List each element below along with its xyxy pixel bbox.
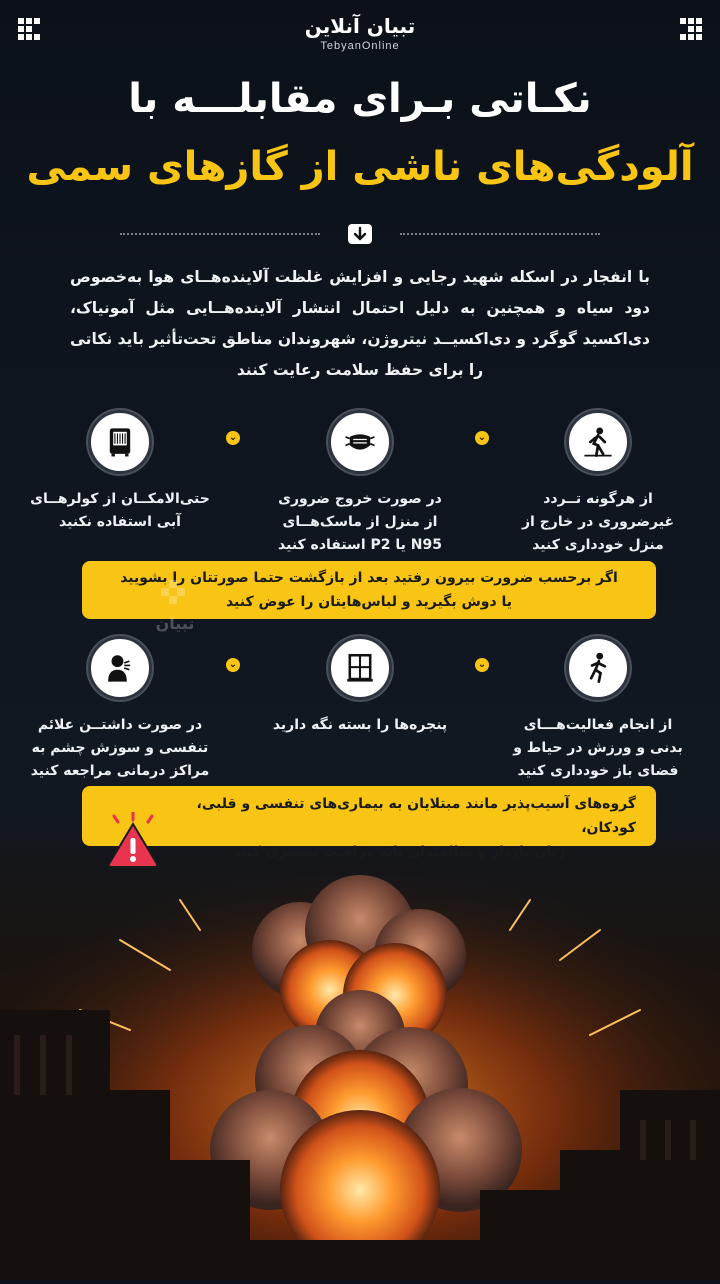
coughing-person-icon — [88, 636, 152, 700]
logo-persian-text: تبیان آنلاین — [304, 14, 416, 38]
tip-no-cooler — [30, 410, 210, 534]
intro-paragraph: با انفجار در اسکله شهید رجایی و افزایش غلظت آلاینده‌هــای هوا به‌خصوص دود سیاه و همچنین به دلیل احتمال انتشار آلاینده‌هــایی مثل آمونیاک، دی‌اکسید گوگرد و دی‌اکسیــد نیتروژن، شهروندان مناطق تحت‌تأثیر باید نکاتی را برای حفظ سلامت رعایت کنند — [70, 268, 650, 379]
tip-text: پنجره‌ها را بسته نگه دارید — [272, 717, 448, 733]
air-cooler-icon — [88, 410, 152, 474]
chevron-icon: ⌄ — [226, 658, 240, 672]
banner-line: یا دوش بگیرید و لباس‌هایتان را عوض کنید — [225, 594, 513, 610]
tip-avoid-exercise — [508, 636, 688, 783]
face-mask-icon — [328, 410, 392, 474]
running-person-icon — [566, 636, 630, 700]
tip-text: از هرگونه تــردد غیرضروری در خارج از منزل خودداری کنید — [521, 491, 675, 553]
tip-avoid-travel — [508, 410, 688, 557]
tip-use-mask — [270, 410, 450, 557]
chevron-icon: ⌄ — [475, 431, 489, 445]
tip-text: از انجام فعالیت‌هـــای بدنی و ورزش در حیاط و فضای باز خودداری کنید — [513, 717, 683, 779]
page-title-line2: آلودگی‌های ناشی از گازهای سمی — [26, 144, 694, 190]
info-banner-vulnerable — [82, 786, 656, 860]
brand-logo — [0, 14, 720, 52]
tip-text: در صورت داشتــن علائم تنفسی و سوزش چشم به مراکز درمانی مراجعه کنید — [30, 717, 210, 779]
logo-english-text: TebyanOnline — [320, 40, 400, 52]
tip-seek-care — [30, 636, 210, 783]
tip-text: در صورت خروج ضروری از منزل از ماسک‌هــای N95 یا P2 استفاده کنید — [278, 491, 442, 553]
banner-line: زنان باردار و سالمندان باید مراقبت بیشتری کنند — [232, 844, 566, 860]
banner-line: اگر برحسب ضرورت بیرون رفتید بعد از بازگشت حتما صورتتان را بشویید — [120, 570, 618, 586]
watermark-logo — [140, 580, 210, 633]
explosion-illustration — [0, 860, 720, 1280]
section-divider — [120, 224, 600, 244]
arrow-down-icon — [348, 224, 372, 244]
window-icon — [328, 636, 392, 700]
page-title-line1: نکـاتی بـرای مقابلـــه با — [128, 76, 592, 122]
tip-text: حتی‌الامکــان از کولرهــای آبی استفاده نکنید — [30, 491, 210, 530]
walking-person-icon — [566, 410, 630, 474]
tip-close-windows — [270, 636, 450, 737]
chevron-icon: ⌄ — [475, 658, 489, 672]
banner-line: گروه‌های آسیب‌پذیر مانند مبتلایان به بیماری‌های تنفسی و قلبی، کودکان، — [196, 796, 636, 836]
watermark-text: تبیان — [155, 614, 195, 633]
chevron-icon: ⌄ — [226, 431, 240, 445]
